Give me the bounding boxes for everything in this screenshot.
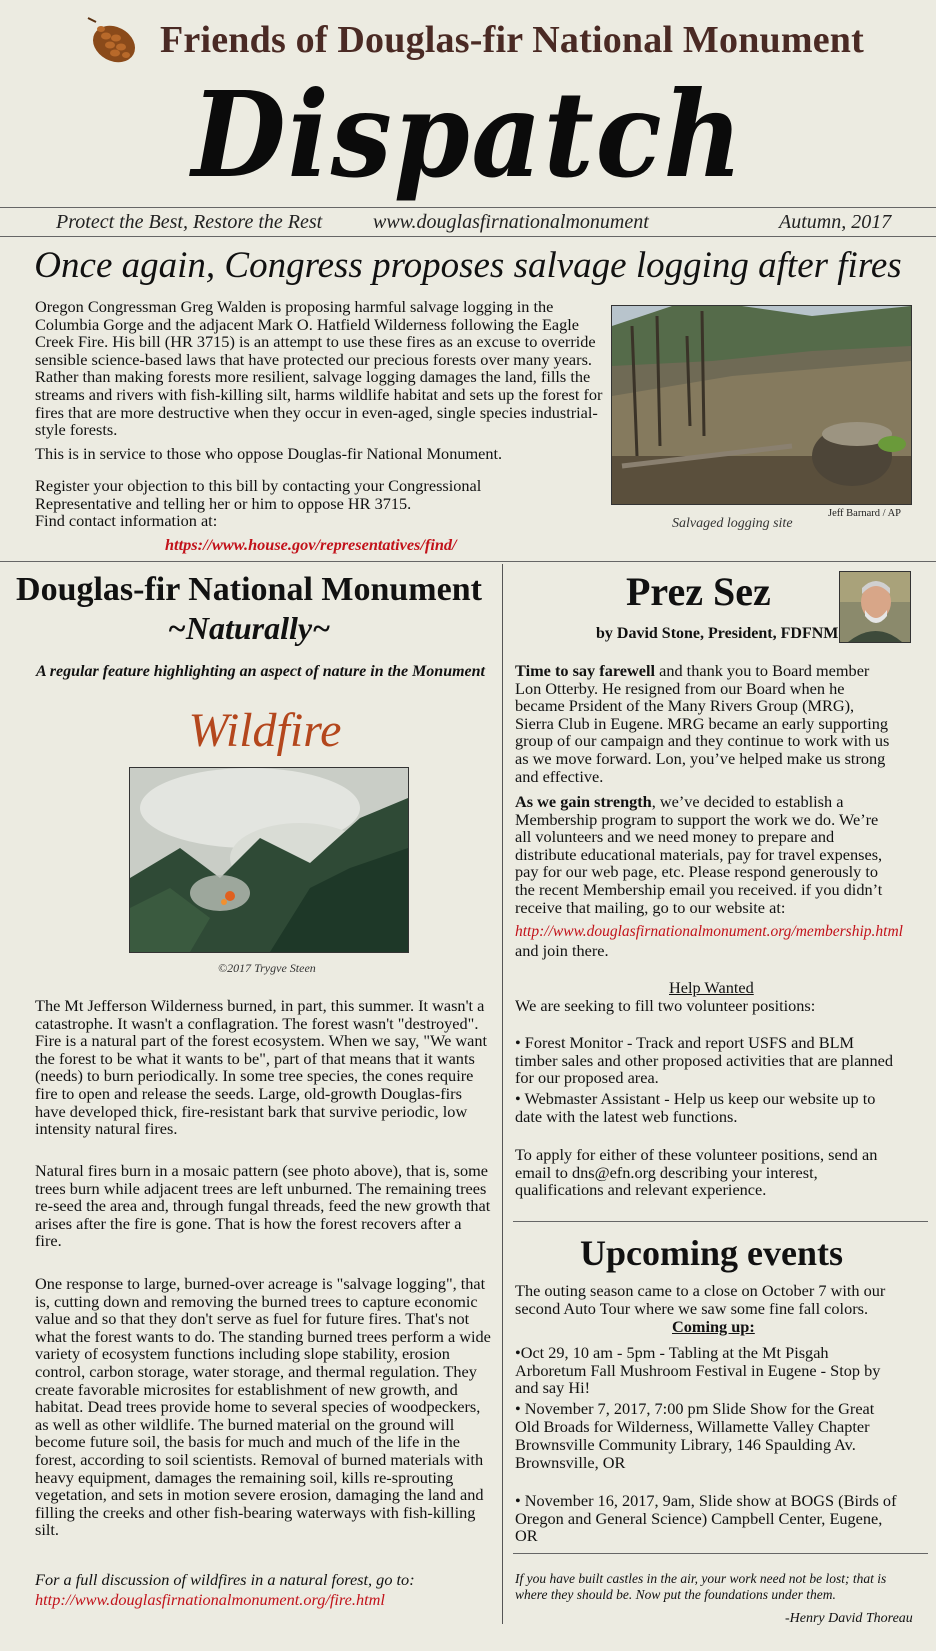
event-item-3: • November 16, 2017, 9am, Slide show at BOGS (Birds of Oregon and General Science) Campbell Center, Eugene, OR bbox=[515, 1491, 897, 1546]
lead-paragraph-find: Find contact information at: bbox=[35, 511, 218, 530]
events-rule bbox=[513, 1221, 928, 1222]
fire-discussion-link[interactable]: http://www.douglasfirnationalmonument.org/fire.html bbox=[35, 1590, 385, 1609]
feature-title-wildfire: Wildfire bbox=[188, 704, 342, 757]
lead-paragraph-1: Oregon Congressman Greg Walden is proposing harmful salvage logging in the Columbia Gorge and the adjacent Mark O. Hatfield Wilderness following the Eagle Creek Fire. His bill (HR 3715) is an attempt to use these fires as an excuse to override sensible science-based laws that have protected our precious forests over many years. Rather than making forests more resilient, salvage logging damages the land, fills the streams and rivers with fish-killing silt, harms wildlife habitat and sets up the forest for fires that are more destructive when they occur in even-aged, single species industrial-style forests. bbox=[35, 297, 603, 440]
salvaged-logging-photo bbox=[611, 305, 912, 505]
newsletter-title: Dispatch bbox=[191, 65, 745, 204]
wildfire-photo-caption: ©2017 Trygve Steen bbox=[218, 961, 316, 975]
upcoming-events-title: Upcoming events bbox=[580, 1233, 843, 1273]
prez-byline: by David Stone, President, FDFNM bbox=[596, 625, 839, 642]
help-wanted-title: Help Wanted bbox=[669, 978, 754, 997]
event-item-1: •Oct 29, 10 am - 5pm - Tabling at the Mt Pisgah Arboretum Fall Mushroom Festival in Eugene - Stop by and say Hi! bbox=[515, 1343, 881, 1398]
prez-paragraph-2-body: , we’ve decided to establish a Membership program to support the work we do. We’re all volunteers and we need money to prepare and distribute educational materials, pay for travel expenses, pay for our web page, etc. Please respond generously to the recent Membership email you received. if you didn’t receive that mailing, go to our website at: bbox=[515, 792, 883, 917]
prez-sez-title: Prez Sez bbox=[626, 569, 771, 614]
event-item-2: • November 7, 2017, 7:00 pm Slide Show for the Great Old Broads for Wilderness, Willamette Valley Chapter bbox=[515, 1399, 875, 1436]
wildfire-photo bbox=[129, 767, 409, 953]
lead-photo-credit: Jeff Barnard / AP bbox=[828, 508, 902, 519]
help-wanted-intro: We are seeking to fill two volunteer positions: bbox=[515, 996, 816, 1015]
lead-headline: Once again, Congress proposes salvage logging after fires bbox=[34, 245, 902, 286]
prez-paragraph-2-lead: As we gain strength bbox=[515, 792, 652, 811]
house-representatives-link[interactable]: https://www.house.gov/representatives/find/ bbox=[165, 535, 457, 554]
membership-link[interactable]: http://www.douglasfirnationalmonument.org/membership.html bbox=[515, 923, 903, 940]
prez-paragraph-2 bbox=[515, 793, 895, 916]
help-wanted-apply: To apply for either of these volunteer positions, send an email to dns@efn.org describing your interest, qualifications and relevant experience. bbox=[515, 1145, 878, 1200]
help-wanted-item-1: • Forest Monitor - Track and report USFS and BLM timber sales and other proposed activities that are planned for our proposed area. bbox=[515, 1033, 893, 1088]
coming-up-label: Coming up: bbox=[672, 1317, 755, 1336]
president-portrait bbox=[839, 571, 911, 643]
tagline-motto: Protect the Best, Restore the Rest bbox=[56, 211, 323, 233]
prez-paragraph-1-body: and thank you to Board member Lon Otterby. He resigned from our Board when he became Prsident of the Many Rivers Group (MRG), Sierra Club in Eugene. MRG became an early supporting group of our campaign and they continue to work with us as we move forward. Lon, you’ve helped make us strong and effective. bbox=[515, 661, 890, 786]
naturally-subtitle: A regular feature highlighting an aspect of nature in the Monument bbox=[36, 663, 485, 680]
masthead-rule-top bbox=[0, 207, 936, 208]
prez-paragraph-1 bbox=[515, 662, 895, 785]
event-item-2-location: Brownsville Community Library, 146 Spaulding Av. bbox=[515, 1435, 856, 1454]
event-item-2-city: Brownsville, OR bbox=[515, 1453, 626, 1472]
prez-paragraph-1-lead: Time to say farewell bbox=[515, 661, 656, 680]
masthead-rule-bottom bbox=[0, 236, 936, 237]
events-intro: The outing season came to a close on October 7 with our second Auto Tour where we saw some fine fall colors. bbox=[515, 1281, 886, 1318]
pinecone-icon bbox=[84, 16, 142, 66]
thoreau-quote: If you have built castles in the air, your work need not be lost; that is where they should be. Now put the foundations under them. bbox=[515, 1571, 887, 1602]
naturally-paragraph-1: The Mt Jefferson Wilderness burned, in part, this summer. It wasn't a catastrophe. It wasn't a conflagration. The forest wasn't "destroyed". Fire is a natural part of the forest ecosystem. When we say, "We want the forest to be what it wants to be", part of that means that it wants (needs) to burn periodically. In some tree species, the cones require fire to open and release the seeds. Large, old-growth Douglas-firs have developed thick, fire-resistant bark that survive periodic, low intensity natural fires. bbox=[35, 996, 488, 1139]
lead-photo-caption: Salvaged logging site bbox=[672, 516, 793, 531]
lead-paragraph-2: This is in service to those who oppose Douglas-fir National Monument. bbox=[35, 444, 503, 463]
help-wanted-item-2: • Webmaster Assistant - Help us keep our website up to date with the latest web functions. bbox=[515, 1089, 876, 1126]
naturally-title-line1: Douglas-fir National Monument bbox=[16, 571, 482, 608]
quote-author: -Henry David Thoreau bbox=[785, 1611, 913, 1626]
fire-discussion-text: For a full discussion of wildfires in a natural forest, go to: bbox=[35, 1570, 415, 1589]
naturally-paragraph-3: One response to large, burned-over acreage is "salvage logging", that is, cutting down and removing the burned trees to capture economic value and so that they don't serve as fuel for future fires. That's not what the forest wants to do. The standing burned trees perform a wide variety of ecosystem functions including slope stability, erosion control, carbon storage, water storage, and thermal regulation. They create favorable microsites for establishment of new growth, and habitat. Dead trees provide home to several species of woodpeckers, as well as other wildlife. The burned material on the ground will become future soil, the basis for much and much of the life in the forest, according to soil scientists. Removal of burned materials with heavy equipment, damages the remaining soil, kills re-sprouting vegetation, and sets in motion severe erosion, damaging the land and filling the creeks and other fish-bearing waterways with fish-killing silt. bbox=[35, 1274, 491, 1540]
naturally-paragraph-2: Natural fires burn in a mosaic pattern (see photo above), that is, some trees burn while adjacent trees are left unburned. The remaining trees re-seed the area and, through fungal threads, feed the new growth that arises after the fire is gone. That is how the forest recovers after a fire. bbox=[35, 1161, 491, 1251]
quote-rule bbox=[513, 1553, 928, 1554]
section-rule bbox=[0, 561, 936, 562]
issue-date: Autumn, 2017 bbox=[779, 211, 892, 233]
naturally-title-line2: ~Naturally~ bbox=[167, 610, 331, 646]
organization-name: Friends of Douglas-fir National Monument bbox=[160, 19, 864, 61]
lead-paragraph-3: Register your objection to this bill by contacting your Congressional Representative and telling her or him to oppose HR 3715. bbox=[35, 476, 482, 513]
tagline-website[interactable]: www.douglasfirnationalmonument bbox=[373, 211, 649, 233]
membership-join-text: and join there. bbox=[515, 941, 609, 960]
